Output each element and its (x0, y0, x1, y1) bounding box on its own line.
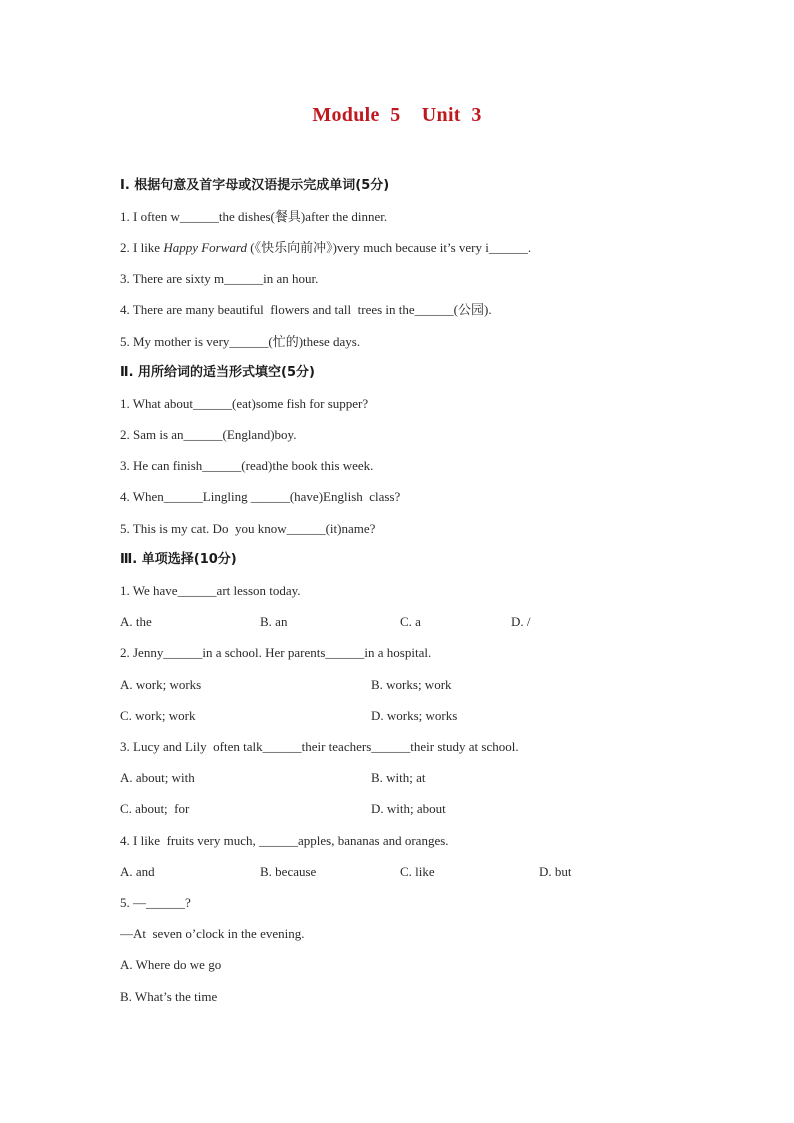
s1-question-3: 3. There are sixty m______in an hour. (120, 271, 319, 286)
s3-question-5-stem: 5. —______? (120, 895, 191, 910)
s3-q4-option-d: D. but (539, 864, 572, 879)
s3-q4-option-a: A. and (120, 864, 155, 879)
s1-q2-post: (《快乐向前冲》)very much because it’s very i______. (246, 240, 532, 255)
s2-question-1: 1. What about______(eat)some fish for supper? (120, 396, 369, 411)
s1-q2-pre: 2. I like (120, 240, 164, 255)
s3-q3-option-b: B. with; at (371, 770, 426, 785)
s3-q3-option-a: A. about; with (120, 770, 195, 785)
s1-question-1: 1. I often w______the dishes(餐具)after the dinner. (120, 209, 388, 224)
s3-q5-option-b: B. What’s the time (120, 989, 218, 1004)
section-1-heading: Ⅰ. 根据句意及首字母或汉语提示完成单词(5分) (120, 178, 390, 193)
s1-q2-italic: Happy Forward (163, 240, 247, 255)
s1-question-2 (120, 240, 531, 256)
section-3-heading: Ⅲ. 单项选择(10分) (120, 552, 237, 567)
s2-question-4: 4. When______Lingling ______(have)English class? (120, 489, 401, 504)
s2-question-5: 5. This is my cat. Do you know______(it)name? (120, 521, 376, 536)
s3-q3-option-c: C. about; for (120, 801, 190, 816)
s1-question-4: 4. There are many beautiful flowers and tall trees in the______(公园). (120, 302, 492, 317)
s2-question-2: 2. Sam is an______(England)boy. (120, 427, 297, 442)
s3-question-1-stem: 1. We have______art lesson today. (120, 583, 301, 598)
page-title: Module 5 Unit 3 (312, 104, 482, 126)
s2-question-3: 3. He can finish______(read)the book this week. (120, 458, 374, 473)
s3-question-5-reply: —At seven o’clock in the evening. (120, 926, 305, 941)
s3-question-2-stem: 2. Jenny______in a school. Her parents______in a hospital. (120, 645, 432, 660)
s3-q5-option-a: A. Where do we go (120, 957, 222, 972)
s3-q4-option-c: C. like (400, 864, 435, 879)
s3-q1-option-b: B. an (260, 614, 288, 629)
s3-q2-option-c: C. work; work (120, 708, 196, 723)
s3-q4-option-b: B. because (260, 864, 317, 879)
s3-q1-option-a: A. the (120, 614, 152, 629)
s1-question-5: 5. My mother is very______(忙的)these days. (120, 334, 361, 349)
s3-question-4-stem: 4. I like fruits very much, ______apples, bananas and oranges. (120, 833, 449, 848)
s3-q1-option-c: C. a (400, 614, 421, 629)
s3-q2-option-a: A. work; works (120, 677, 202, 692)
s3-q1-option-d: D. / (511, 614, 531, 629)
section-2-heading: Ⅱ. 用所给词的适当形式填空(5分) (120, 365, 315, 380)
s3-question-3-stem: 3. Lucy and Lily often talk______their teachers______their study at school. (120, 739, 519, 754)
s3-q3-option-d: D. with; about (371, 801, 446, 816)
s3-q2-option-b: B. works; work (371, 677, 452, 692)
s3-q2-option-d: D. works; works (371, 708, 458, 723)
